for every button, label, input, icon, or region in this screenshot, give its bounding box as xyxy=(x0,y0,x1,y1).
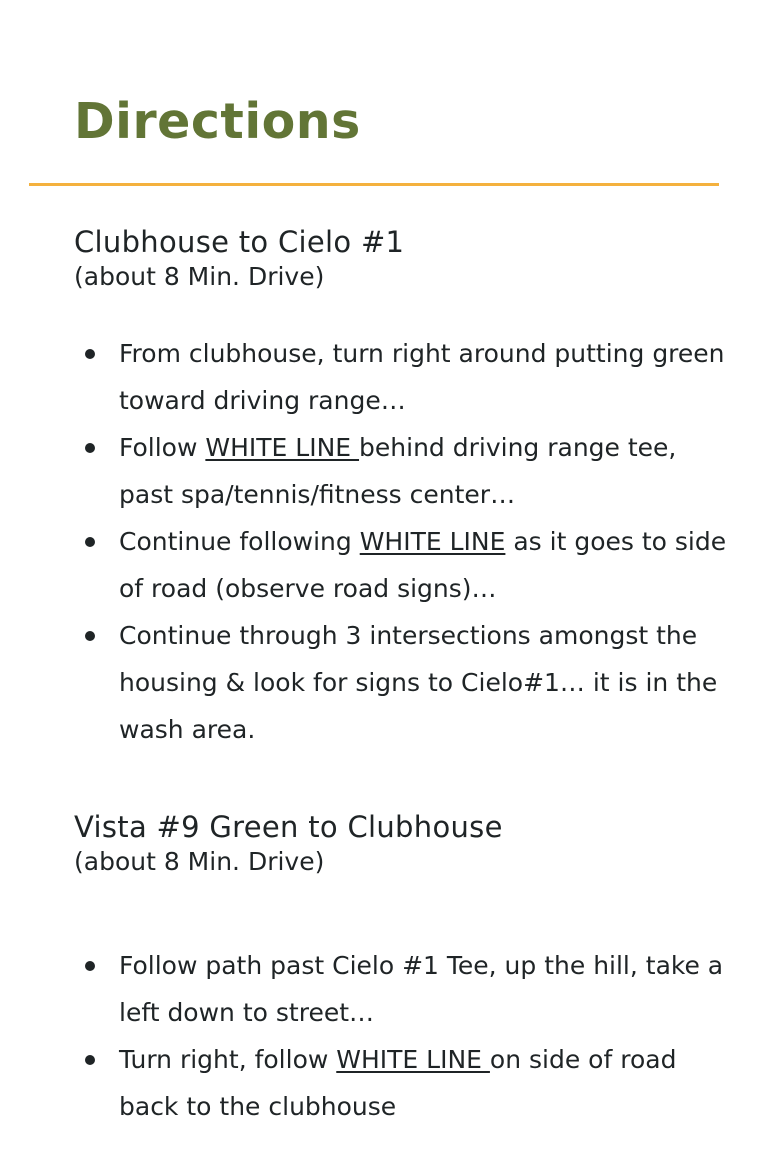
step-text: as it goes to side of road (observe road signs)… xyxy=(119,527,727,603)
bullet-icon xyxy=(85,961,95,971)
white-line-emphasis: WHITE LINE xyxy=(336,1045,490,1074)
list-item xyxy=(0,424,777,518)
directions-list-vista-to-clubhouse xyxy=(0,942,777,1130)
bullet-icon xyxy=(85,631,95,641)
list-item xyxy=(0,330,777,424)
step-text: Continue through 3 intersections amongst the housing & look for signs to Cielo#1… it is in the wash area. xyxy=(119,621,718,744)
section-title: Clubhouse to Cielo #1 xyxy=(74,225,405,259)
bullet-icon xyxy=(85,537,95,547)
bullet-icon xyxy=(85,1055,95,1065)
section-heading-clubhouse-to-cielo xyxy=(74,224,404,294)
list-item xyxy=(0,518,777,612)
list-item xyxy=(0,1036,777,1130)
step-text: From clubhouse, turn right around putting green toward driving range… xyxy=(119,339,725,415)
bullet-icon xyxy=(85,443,95,453)
drive-time: (about 8 Min. Drive) xyxy=(74,262,325,291)
title-divider xyxy=(29,183,719,186)
step-text: on side of road back to the clubhouse xyxy=(119,1045,677,1121)
directions-list-clubhouse-to-cielo xyxy=(0,330,777,753)
step-text: Follow xyxy=(119,433,206,462)
step-text: Continue following xyxy=(119,527,360,556)
step-text: behind driving range tee, past spa/tennis/fitness center… xyxy=(119,433,677,509)
step-text: Turn right, follow xyxy=(119,1045,337,1074)
list-item xyxy=(0,612,777,753)
step-text: Follow path past Cielo #1 Tee, up the hill, take a left down to street… xyxy=(119,951,724,1027)
section-title: Vista #9 Green to Clubhouse xyxy=(74,810,503,844)
drive-time: (about 8 Min. Drive) xyxy=(74,847,325,876)
section-heading-vista-to-clubhouse xyxy=(74,809,503,879)
white-line-emphasis: WHITE LINE xyxy=(359,527,506,556)
white-line-emphasis: WHITE LINE xyxy=(205,433,360,462)
bullet-icon xyxy=(85,349,95,359)
list-item xyxy=(0,942,777,1036)
page-title: Directions xyxy=(74,93,361,150)
